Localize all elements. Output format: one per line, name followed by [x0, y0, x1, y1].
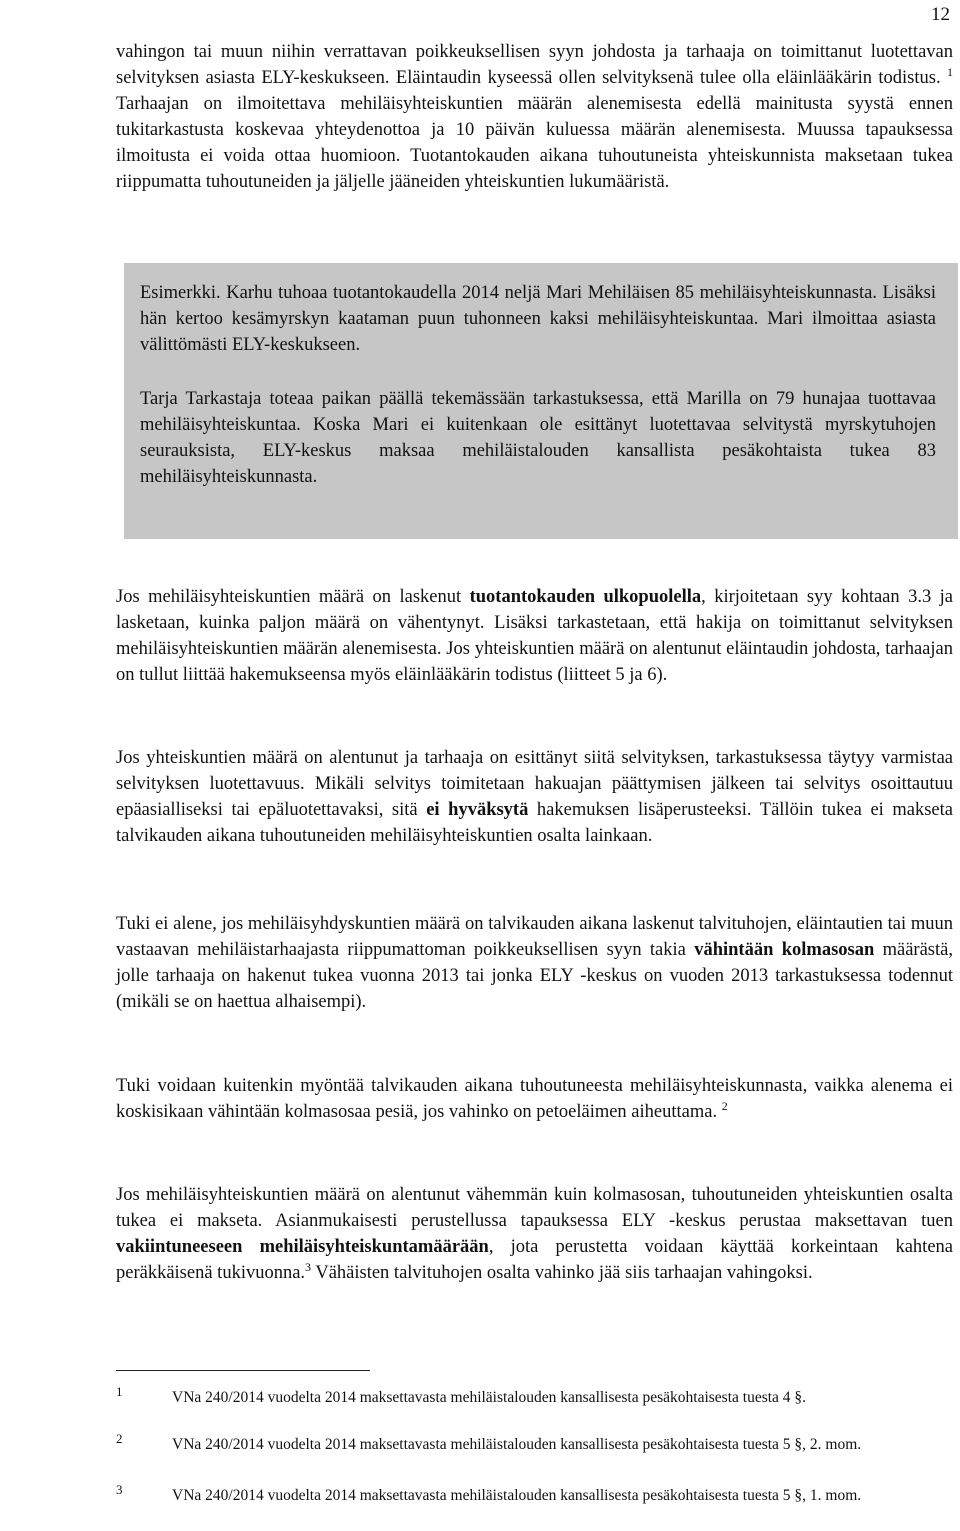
paragraph-out-of-season — [116, 584, 953, 688]
footnote-number: 2 — [116, 1431, 123, 1446]
intro-sentence: vahingon tai muun niihin verrattavan poikkeuksellisen syyn johdosta ja tarhaaja on toimittanut luotettavan selvityksen asiasta ELY-keskukseen. Eläintaudin kyseessä ollen selvityksenä tulee olla eläinlääkärin todistus. — [116, 42, 953, 88]
intro-paragraph — [116, 39, 953, 195]
paragraph-winter-loss — [116, 911, 953, 1015]
bold-phrase: vähintään kolmasosan — [694, 940, 875, 960]
footnote-separator — [116, 1370, 370, 1371]
example-paragraph-2: Tarja Tarkastaja toteaa paikan päällä tekemässään tarkastuksessa, että Marilla on 79 hunajaa tuottavaa mehiläisyhteiskuntaa. Koska Mari ei kuitenkaan ole esittänyt luotettavaa selvitystä myrskytuhojen seurauksista, ELY-keskus maksaa mehiläistalouden kansallista pesäkohtaista tukea 83 mehiläisyhteiskunnasta. — [140, 389, 936, 487]
footnote-text: VNa 240/2014 vuodelta 2014 maksettavasta mehiläistalouden kansallisesta pesäkohtaisesta tuesta 5 §, 1. mom. — [172, 1487, 862, 1504]
paragraph-text: Jos yhteiskuntien määrä on alentunut ja tarhaaja on esittänyt siitä selvityksen, tarkastuksessa täytyy varmistaa selvityksen luotettavuus. Mikäli selvitys toimitetaan hakuajan päättymisen jälkeen tai selvitys osoittautuu epäasialliseksi tai epäluotettavaksi, sitä — [116, 748, 953, 820]
footnote-text: VNa 240/2014 vuodelta 2014 maksettavasta mehiläistalouden kansallisesta pesäkohtaisesta tuesta 4 §. — [172, 1389, 807, 1406]
footnote-ref-2[interactable]: 2 — [721, 1099, 728, 1113]
bold-phrase: ei hyväksytä — [426, 800, 529, 820]
paragraph-text: Jos mehiläisyhteiskuntien määrä on alentunut vähemmän kuin kolmasosan, tuhoutuneiden yhteiskuntien osalta tukea ei makseta. Asianmukaisesti perustellussa tapauksessa ELY -keskus perustaa maksettavan tuen — [116, 1185, 953, 1231]
paragraph-established-count — [116, 1182, 953, 1286]
paragraph-predator — [116, 1073, 953, 1125]
footnote-number: 1 — [116, 1384, 123, 1399]
bold-phrase: vakiintuneeseen mehiläisyhteiskuntamäärään — [116, 1237, 489, 1257]
example-box — [124, 263, 958, 539]
footnote-number: 3 — [116, 1482, 123, 1497]
paragraph-text: Tuki voidaan kuitenkin myöntää talvikauden aikana tuhoutuneesta mehiläisyhteiskunnasta, vaikka alenema ei koskisikaan vähintään kolmasosaa pesiä, jos vahinko on petoeläimen aiheuttama. — [116, 1076, 953, 1122]
bold-phrase: tuotantokauden ulkopuolella — [469, 587, 702, 607]
paragraph-text: Tuki ei alene, jos mehiläisyhdyskuntien määrä on talvikauden aikana laskenut talvituhojen, eläintautien tai muun vastaavan mehiläistarhaajasta riippumattoman poikkeuksellisen syyn takia — [116, 914, 953, 960]
paragraph-text: määrästä, jolle tarhaaja on hakenut tukea vuonna 2013 tai jonka ELY -keskus on vuoden 2013 tarkastuksessa todennut (mikäli se on haettua alhaisempi). — [116, 940, 953, 1012]
intro-text: Tarhaajan on ilmoitettava mehiläisyhteiskuntien määrän alenemisesta edellä mainitusta syystä ennen tukitarkastusta koskevaa yhteydenottoa ja 10 päivän kuluessa määrän alenemisesta. Muussa tapauksessa ilmoitusta ei voida ottaa huomioon. Tuotantokauden aikana tuhoutuneista yhteiskunnista maksetaan tukea riippumatta tuhoutuneiden ja jäljelle jääneiden yhteiskuntien lukumääristä. — [116, 94, 953, 192]
paragraph-reliability — [116, 745, 953, 849]
paragraph-text: , kirjoitetaan syy kohtaan 3.3 ja lasketaan, kuinka paljon määrä on vähentynyt. Lisäksi tarkastetaan, että hakija on toimittanut selvityksen mehiläisyhteiskuntien määrän alenemisesta. Jos yhteiskuntien määrä on alentunut eläintaudin johdosta, tarhaajan on tullut liittää hakemukseensa myös eläinlääkärin todistus (liitteet 5 ja 6). — [116, 587, 953, 685]
example-paragraph-1: Esimerkki. Karhu tuhoaa tuotantokaudella 2014 neljä Mari Mehiläisen 85 mehiläisyhteiskunnasta. Lisäksi hän kertoo kesämyrskyn kaataman puun tuhonneen kaksi mehiläisyhteiskuntaa. Mari ilmoittaa asiasta välittömästi ELY-keskukseen. — [140, 283, 936, 355]
paragraph-text: hakemuksen lisäperusteeksi. Tällöin tukea ei makseta talvikauden aikana tuhoutuneiden mehiläisyhteiskuntien osalta lainkaan. — [116, 800, 953, 846]
paragraph-text: Jos mehiläisyhteiskuntien määrä on laskenut — [116, 587, 470, 607]
footnote-text: VNa 240/2014 vuodelta 2014 maksettavasta mehiläistalouden kansallisesta pesäkohtaisesta tuesta 5 §, 2. mom. — [172, 1436, 862, 1453]
footnote-ref-1[interactable]: 1 — [947, 65, 953, 79]
footnote-ref-3[interactable]: 3 — [305, 1260, 312, 1274]
paragraph-text: , jota perustetta voidaan käyttää korkeintaan kahtena peräkkäisenä tukivuonna. — [116, 1237, 953, 1283]
paragraph-text: Vähäisten talvituhojen osalta vahinko jää siis tarhaajan vahingoksi. — [311, 1263, 813, 1283]
page-number: 12 — [931, 4, 950, 25]
